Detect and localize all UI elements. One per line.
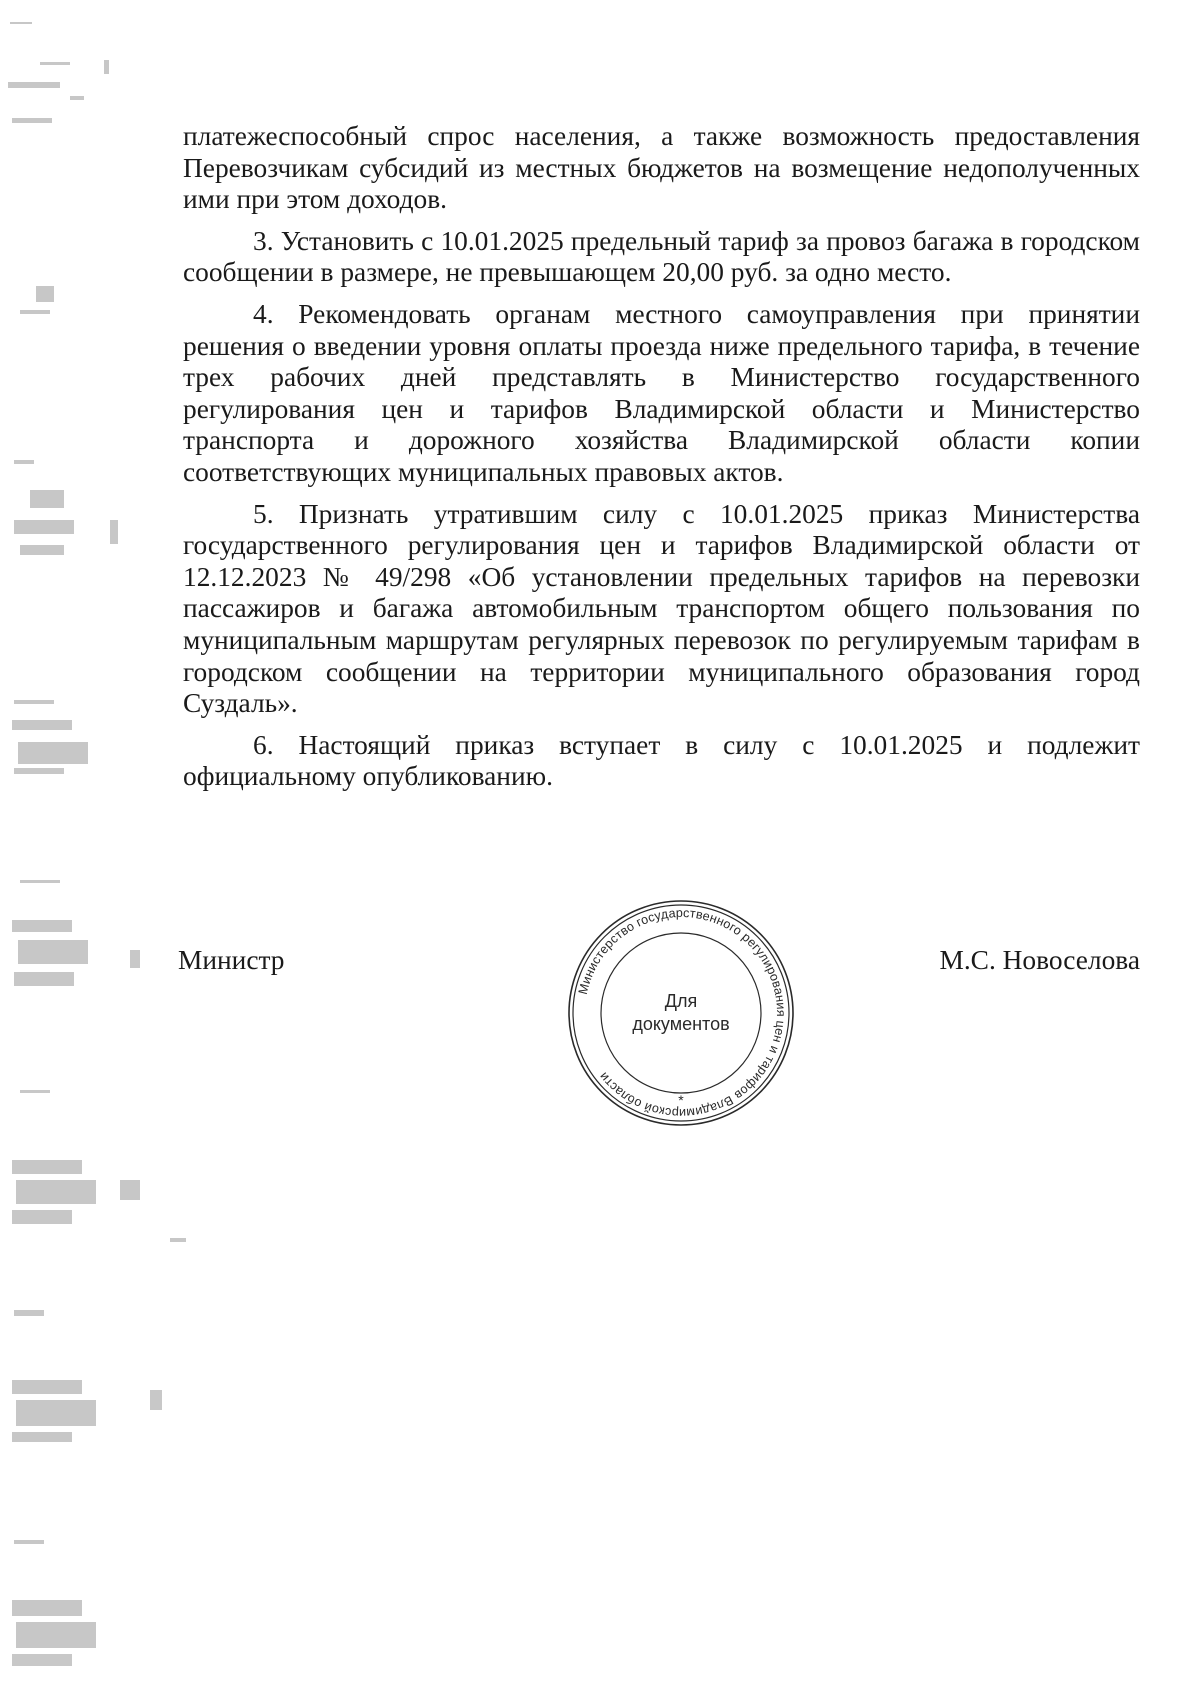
- paragraph-item-5: 5. Признать утратившим силу с 10.01.2025 приказ Министерства государственного регулирования цен и тарифов Владимирской области от 12.12.2023 № 49/298 «Об установлении предельных тарифов на перевозки пассажиров и багажа автомобильным транспортом общего пользования по муниципальным маршрутам регулярных перевозок по регулируемым тарифам в городском сообщении на территории муниципального образования город Суздаль».: [183, 498, 1140, 719]
- scan-edge-noise: [0, 0, 190, 1697]
- seal-ring-text: Министерство государственного регулирования цен и тарифов Владимирской области: [575, 905, 789, 1121]
- seal-star-separator: *: [678, 1092, 684, 1108]
- seal-center-line-1: Для: [664, 991, 698, 1011]
- paragraph-continuation: платежеспособный спрос населения, а также возможность предоставления Перевозчикам субсидий из местных бюджетов на возмещение недополученных ими при этом доходов.: [183, 121, 1140, 215]
- seal-center-text: [566, 898, 796, 1128]
- paragraph-item-4: 4. Рекомендовать органам местного самоуправления при принятии решения о введении уровня оплаты проезда ниже предельного тарифа, в течение трех рабочих дней представлять в Министерство государственного регулирования цен и тарифов Владимирской области и Министерство транспорта и дорожного хозяйства Владимирской области копии соответствующих муниципальных правовых актов.: [183, 298, 1140, 487]
- paragraph-item-6: 6. Настоящий приказ вступает в силу с 10.01.2025 и подлежит официальному опубликованию.: [183, 729, 1140, 792]
- order-body-text: [183, 121, 1140, 803]
- paragraph-item-3: 3. Установить с 10.01.2025 предельный тариф за провоз багажа в городском сообщении в размере, не превышающем 20,00 руб. за одно место.: [183, 225, 1140, 288]
- signatory-title: Министр: [178, 945, 285, 975]
- official-seal: [566, 898, 796, 1128]
- signatory-name: М.С. Новоселова: [939, 945, 1140, 975]
- seal-center-line-2: документов: [632, 1014, 730, 1034]
